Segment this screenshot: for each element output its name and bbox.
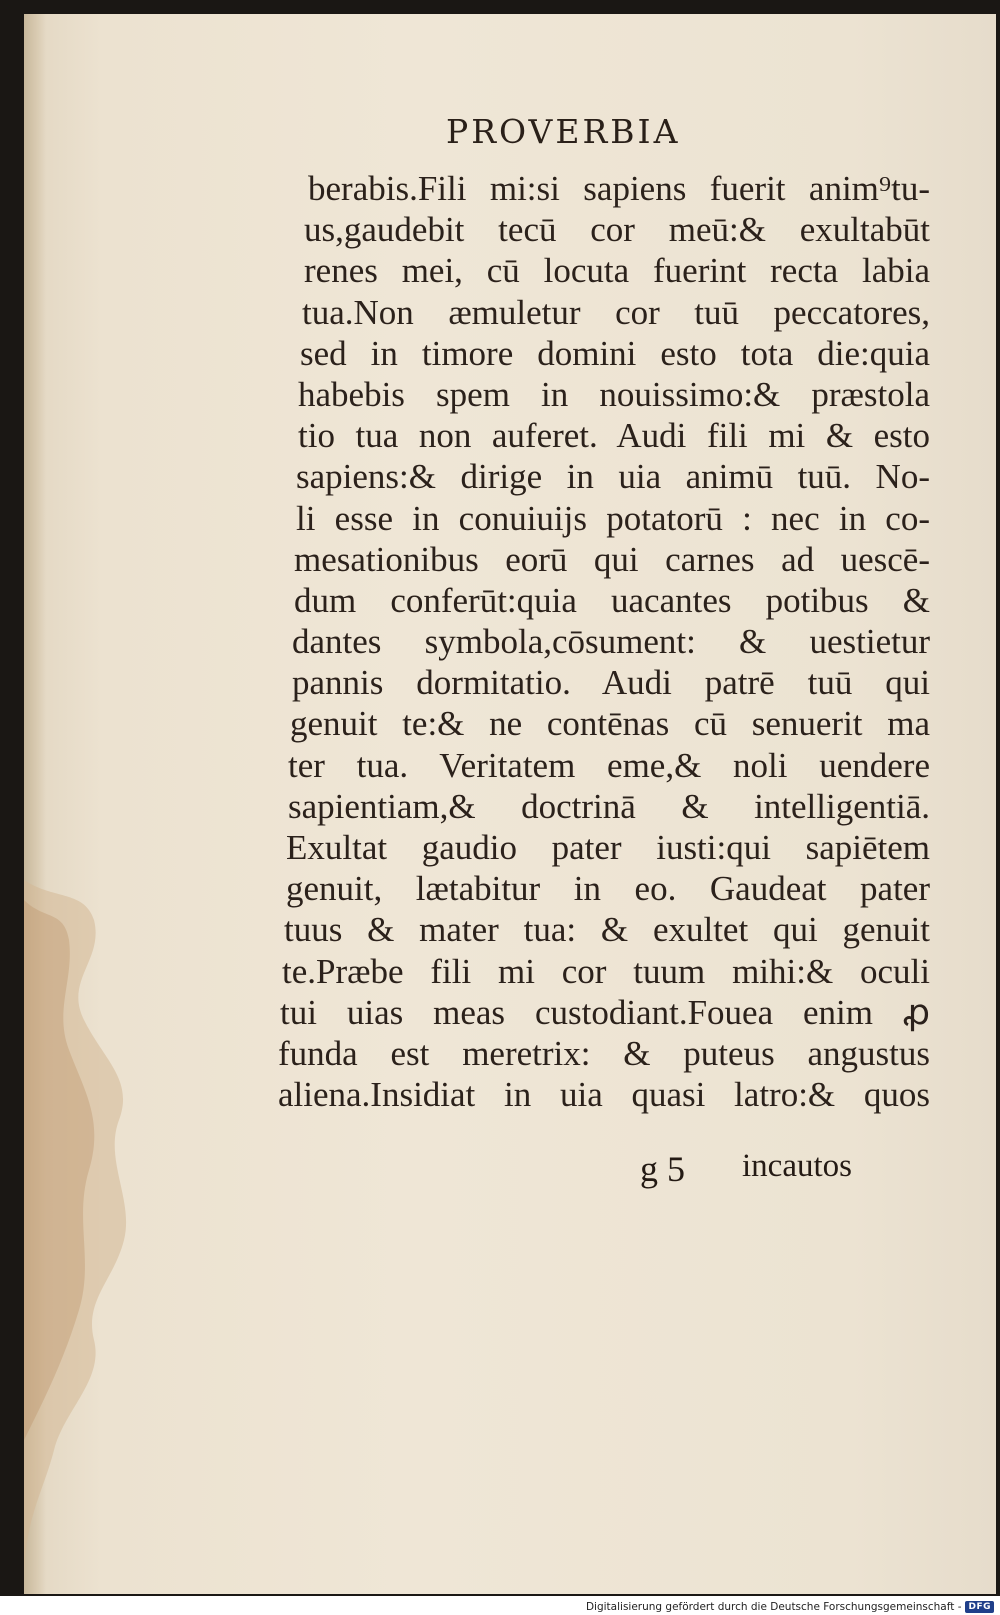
text-line: us,gaudebit tecū cor meū:& exultabūt [304,210,930,250]
text-line: aliena.Insidiat in uia quasi latro:& quos [278,1075,930,1115]
text-line: genuit te:& ne contēnas cū senuerit ma [290,704,930,744]
text-line: funda est meretrix: & puteus angustus [278,1033,930,1073]
text-line: sed in timore domini esto tota die:quia [300,333,930,373]
text-line: Exultat gaudio pater iusti:qui sapiētem [286,828,930,867]
text-line: tio tua non auferet. Audi fili mi & esto [298,416,930,456]
text-line: li esse in conuiuijs potatorū : nec in co- [296,498,930,538]
text-line: tuus & mater tua: & exultet qui genuit [284,910,930,950]
dfg-logo-icon: DFG [965,1601,994,1613]
water-stain [24,880,144,1580]
text-line: mesationibus eorū qui carnes ad uescē- [294,539,930,579]
text-line: sapiens:& dirige in uia animū tuū. No- [296,457,930,497]
body-text [278,168,930,1115]
text-line: genuit, lætabitur in eo. Gaudeat pater [286,869,930,909]
text-line: tui uias meas custodiant.Fouea enim ꝓ [280,992,930,1032]
text-line: tua.Non æmuletur cor tuū peccatores, [302,292,930,332]
text-line: renes mei, cū locuta fuerint recta labia [304,251,930,291]
text-line: dum conferūt:quia uacantes potibus & [294,580,930,620]
text-line: ter tua. Veritatem eme,& noli uendere [288,745,930,785]
text-line: pannis dormitatio. Audi patrē tuū qui [292,663,930,703]
text-line: dantes symbola,cōsument: & uestietur [292,622,930,662]
digitization-credit [586,1598,994,1615]
text-line: habebis spem in nouissimo:& præstola [298,374,930,414]
text-line: sapientiam,& doctrinā & intelligentiā. [288,786,930,826]
catchword: incautos [742,1148,852,1184]
credit-text: Digitalisierung gefördert durch die Deutsche Forschungsgemeinschaft - [585,1600,962,1613]
running-head: PROVERBIA [446,112,681,151]
text-line: berabis.Fili mi:si sapiens fuerit anim⁹tu- [308,169,930,208]
text-line: te.Præbe fili mi cor tuum mihi:& oculi [282,951,930,991]
signature-mark: g 5 [640,1149,685,1189]
